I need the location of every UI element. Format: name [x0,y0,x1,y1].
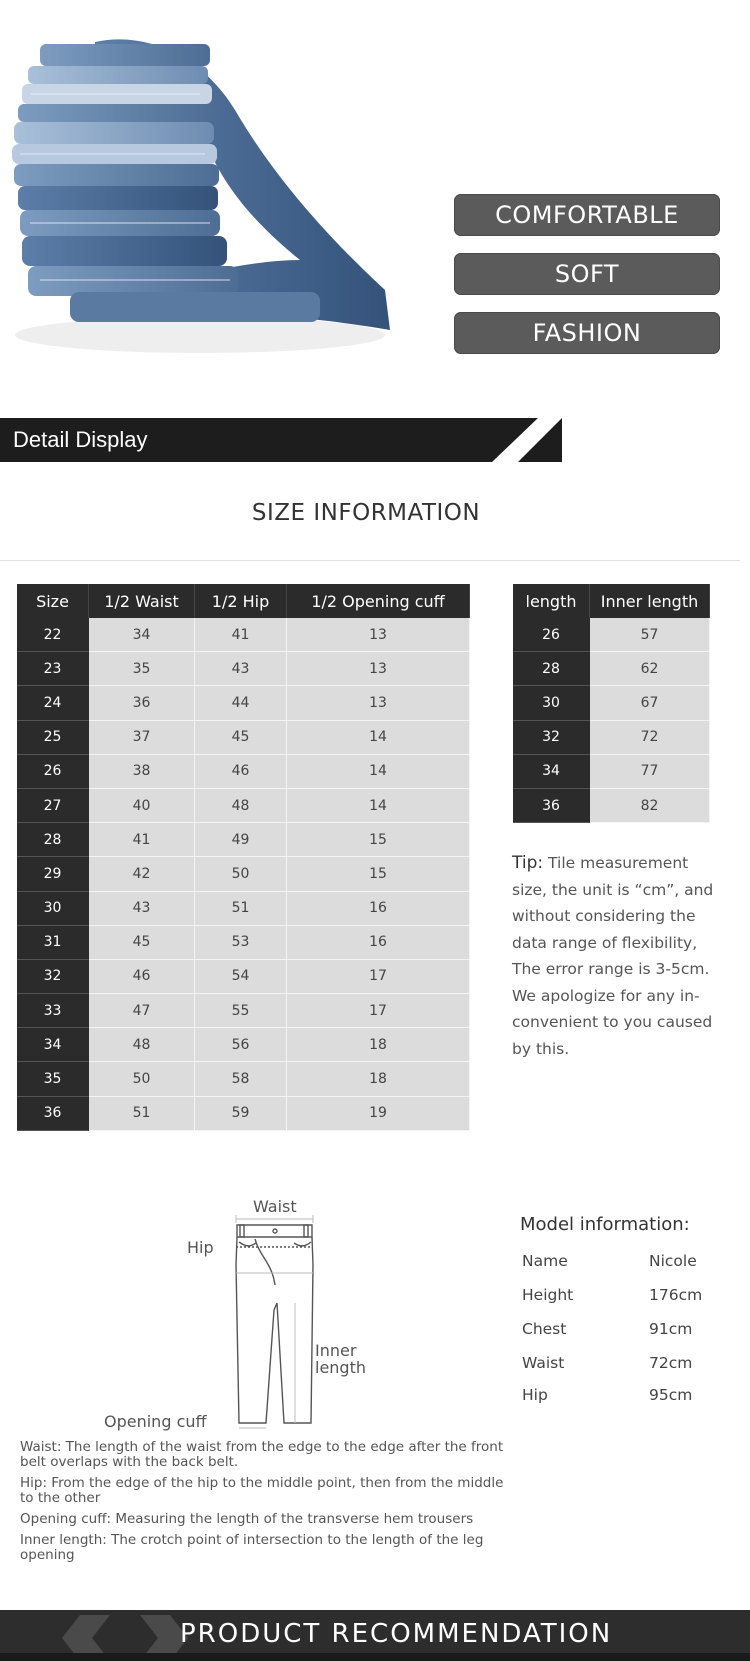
size-table-row [17,1062,470,1096]
definition-item: Inner length: The crotch point of intersection to the length of the leg opening [20,1532,484,1563]
length-cell: 30 [513,686,590,720]
measurement-cell: 18 [287,1062,470,1096]
header-half-opening-cuff: 1/2 Opening cuff [287,584,470,618]
length-table [513,584,710,823]
length-cell: 28 [513,652,590,686]
model-info-key: Chest [522,1320,567,1338]
definition-item: Opening cuff: Measuring the length of the transverse hem trousers [20,1511,474,1527]
header-half-hip: 1/2 Hip [195,584,287,618]
length-table-row [513,721,710,755]
length-cell: 26 [513,618,590,652]
header-size: Size [17,584,89,618]
model-info-row [522,1320,732,1340]
size-cell: 23 [17,652,89,686]
length-cell: 36 [513,789,590,823]
feature-tag-comfortable: COMFORTABLE [454,194,720,236]
measurement-cell: 40 [89,789,195,823]
measurement-cell: 45 [89,926,195,960]
model-info-row [522,1386,732,1406]
size-cell: 33 [17,994,89,1028]
header-half-waist: 1/2 Waist [89,584,195,618]
model-info-value: 91cm [649,1320,693,1338]
inner-length-cell: 72 [590,721,710,755]
model-info-value: Nicole [649,1252,697,1270]
size-cell: 24 [17,686,89,720]
measurement-cell: 42 [89,857,195,891]
measurement-cell: 53 [195,926,287,960]
measurement-cell: 19 [287,1097,470,1131]
model-info-value: 72cm [649,1354,693,1372]
measurement-cell: 18 [287,1028,470,1062]
model-info-key: Height [522,1286,574,1304]
inner-length-cell: 57 [590,618,710,652]
definition-item: Hip: From the edge of the hip to the middle point, then from the middle to the other [20,1475,504,1506]
measurement-cell: 35 [89,652,195,686]
measurement-cell: 48 [195,789,287,823]
length-cell: 32 [513,721,590,755]
measurement-cell: 59 [195,1097,287,1131]
model-info-value: 176cm [649,1286,703,1304]
size-cell: 29 [17,857,89,891]
diagram-label-hip: Hip [187,1238,214,1257]
header-inner-length: Inner length [590,584,710,618]
size-table-row [17,857,470,891]
measurement-cell: 41 [89,823,195,857]
measurement-cell: 37 [89,721,195,755]
diagram-label-inner-length-2: length [315,1358,366,1377]
diagram-label-inner-length: Inner [315,1341,357,1360]
measurement-cell: 55 [195,994,287,1028]
size-table-header-row [17,584,470,618]
size-table-row [17,686,470,720]
diagram-label-opening-cuff: Opening cuff [104,1412,207,1431]
model-info-key: Name [522,1252,568,1270]
size-table-row [17,789,470,823]
length-table-header-row [513,584,710,618]
measurement-cell: 46 [89,960,195,994]
measurement-cell: 34 [89,618,195,652]
size-table-row [17,892,470,926]
size-table-row [17,1028,470,1062]
measurement-cell: 51 [89,1097,195,1131]
size-cell: 30 [17,892,89,926]
size-information-heading: SIZE INFORMATION [251,500,481,526]
measurement-cell: 46 [195,755,287,789]
size-cell: 28 [17,823,89,857]
length-table-row [513,686,710,720]
measurement-cell: 50 [89,1062,195,1096]
size-cell: 26 [17,755,89,789]
measurement-cell: 16 [287,892,470,926]
measurement-cell: 44 [195,686,287,720]
model-info-key: Waist [522,1354,565,1372]
size-table-row [17,1097,470,1131]
size-cell: 22 [17,618,89,652]
size-table-row [17,960,470,994]
detail-display-title: Detail Display [13,427,148,452]
measurement-cell: 51 [195,892,287,926]
model-info-row [522,1286,732,1306]
size-table-row [17,823,470,857]
tip-note [512,850,722,1062]
feature-tag-fashion: FASHION [454,312,720,354]
measurement-definitions [20,1440,520,1569]
size-table-row [17,652,470,686]
size-table-row [17,618,470,652]
measurement-cell: 36 [89,686,195,720]
measurement-cell: 16 [287,926,470,960]
measurement-cell: 14 [287,789,470,823]
measurement-cell: 43 [89,892,195,926]
model-info-title: Model information: [520,1214,690,1235]
size-table-row [17,926,470,960]
measurement-cell: 17 [287,960,470,994]
size-table-row [17,755,470,789]
banner-bottom-strip [0,1653,750,1661]
size-cell: 27 [17,789,89,823]
length-table-row [513,618,710,652]
size-cell: 35 [17,1062,89,1096]
model-info-row [522,1252,732,1272]
length-table-row [513,755,710,789]
size-table-row [17,721,470,755]
inner-length-cell: 67 [590,686,710,720]
measurement-cell: 13 [287,686,470,720]
measurement-cell: 54 [195,960,287,994]
diagram-label-waist: Waist [253,1197,297,1216]
measurement-cell: 14 [287,755,470,789]
measurement-cell: 13 [287,652,470,686]
size-cell: 25 [17,721,89,755]
inner-length-cell: 77 [590,755,710,789]
product-recommendation-title: PRODUCT RECOMMENDATION [180,1619,613,1649]
size-table-row [17,994,470,1028]
measurement-cell: 48 [89,1028,195,1062]
model-info-row [522,1354,732,1374]
length-table-row [513,652,710,686]
definition-item: Waist: The length of the waist from the edge to the edge after the front belt overlaps with the back belt. [20,1439,504,1470]
length-cell: 34 [513,755,590,789]
size-cell: 31 [17,926,89,960]
measurement-cell: 38 [89,755,195,789]
measurement-cell: 14 [287,721,470,755]
pants-measurement-diagram [100,1195,390,1435]
inner-length-cell: 62 [590,652,710,686]
measurement-cell: 45 [195,721,287,755]
measurement-cell: 56 [195,1028,287,1062]
length-table-row [513,789,710,823]
measurement-cell: 15 [287,823,470,857]
header-length: length [513,584,590,618]
model-info-key: Hip [522,1386,548,1404]
size-cell: 34 [17,1028,89,1062]
tip-label: Tip: [512,853,544,873]
section-divider [0,560,740,561]
measurement-cell: 43 [195,652,287,686]
size-cell: 32 [17,960,89,994]
model-info-value: 95cm [649,1386,693,1404]
measurement-cell: 17 [287,994,470,1028]
measurement-cell: 15 [287,857,470,891]
measurement-cell: 47 [89,994,195,1028]
feature-tag-soft: SOFT [454,253,720,295]
measurement-cell: 49 [195,823,287,857]
measurement-cell: 50 [195,857,287,891]
measurement-cell: 58 [195,1062,287,1096]
size-table [17,584,470,1131]
jeans-stack-image [0,30,400,360]
tip-text: Tile measurement size, the unit is “cm”, and without considering the data range of flexibility, The error range is 3-5cm. We apologize for any in-convenient to you caused by this. [512,854,714,1058]
inner-length-cell: 82 [590,789,710,823]
measurement-cell: 41 [195,618,287,652]
measurement-cell: 13 [287,618,470,652]
size-cell: 36 [17,1097,89,1131]
